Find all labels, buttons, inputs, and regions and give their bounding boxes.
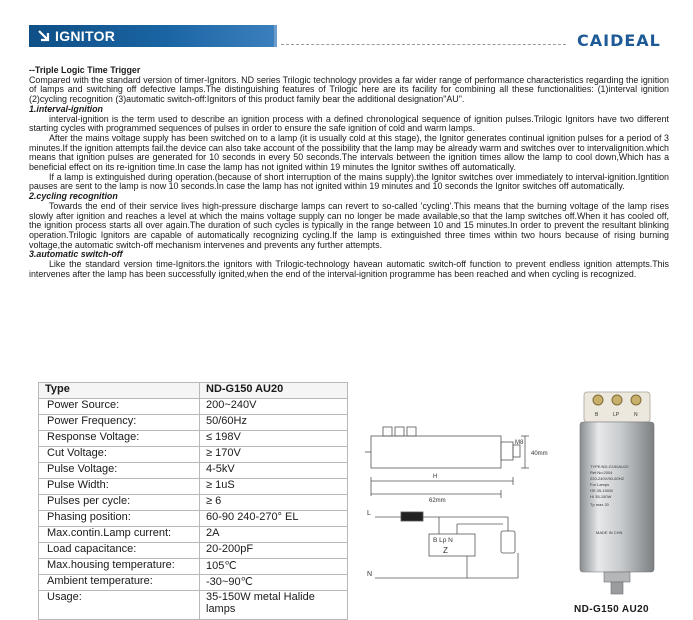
brand-logo: CAIDEAL xyxy=(577,31,661,50)
terminal-labels: B Lp N xyxy=(433,537,453,544)
spec-value: 105℃ xyxy=(200,559,348,575)
terminal-lp-label: LP xyxy=(613,412,620,418)
section-heading: 1.interval-ignition xyxy=(29,103,103,114)
terminal-b-label: B xyxy=(595,412,599,418)
arrow-down-right-icon xyxy=(37,29,51,43)
spec-key: Max.housing temperature: xyxy=(39,559,200,575)
spec-value: -30~90℃ xyxy=(200,575,348,591)
spec-value: 2A xyxy=(200,527,348,543)
end-cap-outline xyxy=(501,442,513,460)
spec-value: ≥ 6 xyxy=(200,495,348,511)
spec-row xyxy=(39,591,348,620)
mounting-stud xyxy=(611,582,623,594)
spec-value: 60-90 240-270° EL xyxy=(200,511,348,527)
label-line: TYPE:ND-G150AU20 xyxy=(590,464,629,469)
spec-key: Phasing position: xyxy=(39,511,200,527)
wire-n-label: N xyxy=(367,571,373,578)
section-paragraph: interval-ignition is the term used to describe an ignition process with a defined chronological sequence of ignition pulses.Trilogic Ignitors have two different starting cycles with programmed sequences of pulses in order to ensure the safe ignition of cold and warm lamps. xyxy=(29,113,669,134)
label-line: Ref.No:2004 xyxy=(590,470,613,475)
spec-row xyxy=(39,479,348,495)
spec-key: Power Frequency: xyxy=(39,415,200,431)
spec-key: Ambient temperature: xyxy=(39,575,200,591)
spec-value: ≤ 198V xyxy=(200,431,348,447)
spec-row xyxy=(39,463,348,479)
spec-key: Load capacitance: xyxy=(39,543,200,559)
spec-key: Response Voltage: xyxy=(39,431,200,447)
spec-key: Power Source: xyxy=(39,399,200,415)
spec-table xyxy=(38,382,348,620)
header-divider xyxy=(281,44,566,45)
label-line: HI 35-150W xyxy=(590,494,612,499)
spec-row xyxy=(39,575,348,591)
section-paragraph: If a lamp is extinguished during operation.(because of short interruption of the mains supply).the Ignitor switches over immediately to interval-ignition.Igntition pauses are sent to the lamp is now 10 seconds.In case the lamp has not ignited within 19 minutes and 10 seconds the Ignitor switches off automatically. xyxy=(29,171,669,192)
spec-value: 4-5kV xyxy=(200,463,348,479)
spec-header-value: ND-G150 AU20 xyxy=(200,383,348,399)
spec-value: ≥ 1uS xyxy=(200,479,348,495)
section-heading: 2.cycling recognition xyxy=(29,191,118,202)
spec-key: Usage: xyxy=(39,591,200,620)
spec-value: 35-150W metal Halide lamps xyxy=(200,591,348,620)
ignitor-outline xyxy=(371,436,501,468)
spec-row xyxy=(39,511,348,527)
thread-stud xyxy=(513,445,520,457)
spec-row xyxy=(39,495,348,511)
label-line: For Lamps xyxy=(590,482,610,487)
section-title: IGNITOR xyxy=(55,28,116,44)
section-paragraph: Towards the end of their service lives high-pressure discharge lamps can revert to so-called 'cycling'.This means that the burning voltage of the lamp rises slowly after ignition and reaches a level at which the mains voltage supply can no longer be made available,so that the lamp switches off.When it has cooled off, the ignition process starts all over again.The duration of such cycles is typically in the range between 10 and 15 minutes.In order to prevent the resultant blinking operation.Trilogic Ignitors are capable of automatically recognizing cycling.If the lamp is extinguished three times within two hours because of rising burning voltage,the automatic switch-off mechanism intervenes and prevents any further attempts. xyxy=(29,200,669,250)
section-paragraph: Like the standard version time-Ignitors.the ignitors with Trilogic-technology havean automatic switch-off function to prevent endless ignition attempts.This intervenes after the lamp has been successfully ignited,when the end of the interval-ignition programme has been reached and when cycling is recognized. xyxy=(29,259,669,279)
intro-paragraph: Compared with the standard version of timer-Ignitors. ND series Trilogic technology provides a far wider range of performance characteristics regarding the ignition of lamps and switching off defective lamps.The distinguishing features of Trilogic here are its facility for combining all these functionalities: (1)interval ignition (2)cycling recognition (3)automatic switch-off:Ignitors of this product family bear the additional designation"AU". xyxy=(29,74,669,105)
spec-key: Max.contin.Lamp current: xyxy=(39,527,200,543)
spec-row xyxy=(39,543,348,559)
label-line: Tp max 20 xyxy=(590,502,609,507)
spec-row xyxy=(39,431,348,447)
spec-key: Pulse Width: xyxy=(39,479,200,495)
ignitor-box-label: Z xyxy=(443,546,448,555)
intro-heading: --Triple Logic Time Trigger xyxy=(29,65,141,75)
spec-key: Pulse Voltage: xyxy=(39,463,200,479)
dimension-and-wiring-diagram xyxy=(353,406,553,612)
terminal-outline xyxy=(383,427,392,436)
spec-row xyxy=(39,559,348,575)
dimension-length-label: 62mm xyxy=(429,498,446,504)
spec-row xyxy=(39,527,348,543)
spec-key: Cut Voltage: xyxy=(39,447,200,463)
spec-value: 50/60Hz xyxy=(200,415,348,431)
terminal-screw xyxy=(612,395,622,405)
spec-value: 20-200pF xyxy=(200,543,348,559)
terminal-outline xyxy=(407,427,416,436)
terminal-n-label: N xyxy=(634,412,638,418)
thread-label: M8 xyxy=(515,440,524,446)
spec-row xyxy=(39,447,348,463)
section-heading: 3.automatic switch-off xyxy=(29,249,123,260)
terminal-screw xyxy=(593,395,603,405)
section-banner xyxy=(29,25,277,47)
spec-value: ≥ 170V xyxy=(200,447,348,463)
spec-key: Pulses per cycle: xyxy=(39,495,200,511)
label-line: 220-240V/50-60HZ xyxy=(590,476,625,481)
wire-l-label: L xyxy=(367,510,371,517)
terminal-screw xyxy=(631,395,641,405)
ballast-symbol xyxy=(401,512,423,521)
dimension-h-label: H xyxy=(433,474,438,480)
product-photo xyxy=(568,386,666,600)
terminal-outline xyxy=(395,427,404,436)
dimension-diameter-label: 40mm xyxy=(531,451,548,457)
section-paragraph: After the mains voltage supply has been switched on to a lamp (it is usually cold at this stage), the Ignitor generates continual ignition pulses for a period of 3 minutes.If the ignition attempts fail.the device can also take account of the possibility that the lamp may be already warm and switches over to intervalignition.which means that ignition pulses are generated for 10 seconds in every 50 seconds.The intervals between the ignition times allow the lamp to cool down,Which has a beneficial effect on its re-ignition time.In case the lamp has not ignited within 19 minutes the Ignitor swithes off automatically. xyxy=(29,132,669,173)
spec-header-key: Type xyxy=(39,383,200,399)
product-caption: ND-G150 AU20 xyxy=(574,604,650,615)
mounting-nut xyxy=(604,572,630,582)
spec-value: 200~240V xyxy=(200,399,348,415)
spec-row xyxy=(39,415,348,431)
label-line: MADE IN CHN xyxy=(596,530,623,535)
spec-row xyxy=(39,399,348,415)
spec-header-row xyxy=(39,383,348,399)
description-text xyxy=(29,66,669,279)
lamp-symbol xyxy=(501,531,515,553)
label-line: HS 35-150W xyxy=(590,488,613,493)
